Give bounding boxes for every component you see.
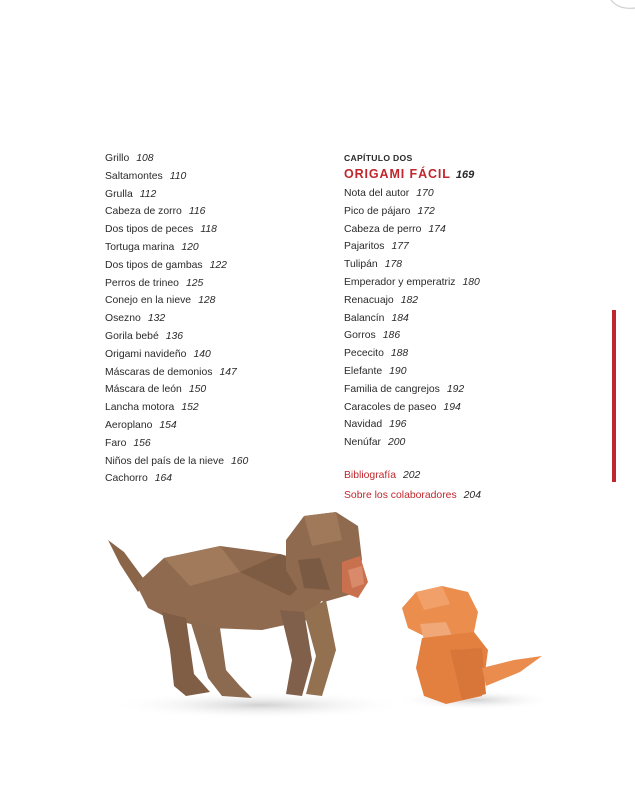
orange-origami-monkey xyxy=(402,586,542,704)
toc-entry[interactable]: Osezno 132 xyxy=(105,313,166,325)
toc-entry[interactable]: Conejo en la nieve 128 xyxy=(105,295,216,307)
toc-entry[interactable]: Elefante 190 xyxy=(344,365,407,377)
toc-entry[interactable]: Grulla 112 xyxy=(105,188,157,200)
toc-entry[interactable]: Aeroplano 154 xyxy=(105,419,177,431)
toc-entry[interactable]: Lancha motora 152 xyxy=(105,402,199,414)
toc-entry[interactable]: Emperador y emperatriz 180 xyxy=(344,276,480,288)
toc-left-column xyxy=(105,150,248,488)
toc-entry[interactable]: Pajaritos 177 xyxy=(344,241,409,253)
toc-entry[interactable]: Máscaras de demonios 147 xyxy=(105,366,237,378)
toc-entry[interactable]: Máscara de león 150 xyxy=(105,384,207,396)
toc-entry[interactable]: Caracoles de paseo 194 xyxy=(344,401,461,413)
toc-entry[interactable]: Perros de trineo 125 xyxy=(105,277,204,289)
toc-entry[interactable]: Nota del autor 170 xyxy=(344,188,434,199)
origami-monkeys-photo xyxy=(90,500,560,730)
toc-entry-bibliography[interactable]: Bibliografía 202 xyxy=(344,469,421,481)
toc-entry[interactable]: Dos tipos de peces 118 xyxy=(105,224,217,236)
page-corner-mark xyxy=(595,0,635,14)
toc-entry[interactable]: Renacuajo 182 xyxy=(344,294,419,306)
toc-entry[interactable]: Gorros 186 xyxy=(344,330,401,342)
toc-entry[interactable]: Pececito 188 xyxy=(344,348,409,360)
toc-entry[interactable]: Origami navideño 140 xyxy=(105,348,211,360)
toc-entry[interactable]: Pico de pájaro 172 xyxy=(344,205,435,217)
toc-entry[interactable]: Cabeza de zorro 116 xyxy=(105,206,206,218)
toc-right-column xyxy=(344,150,481,506)
chapter-tab-marker xyxy=(612,310,616,482)
toc-entry[interactable]: Cachorro 164 xyxy=(105,473,173,485)
toc-entry[interactable]: Dos tipos de gambas 122 xyxy=(105,259,227,271)
toc-entry[interactable]: Balancín 184 xyxy=(344,312,409,324)
toc-entry-contributors[interactable]: Sobre los colaboradores 204 xyxy=(344,489,481,501)
toc-entry[interactable]: Familia de cangrejos 192 xyxy=(344,383,465,395)
toc-entry[interactable]: Grillo 108 xyxy=(105,153,154,164)
toc-entry[interactable]: Faro 156 xyxy=(105,437,151,449)
toc-entry[interactable]: Tortuga marina 120 xyxy=(105,241,199,253)
toc-entry[interactable]: Cabeza de perro 174 xyxy=(344,223,446,235)
toc-entry[interactable]: Navidad 196 xyxy=(344,419,407,431)
toc-entry[interactable]: Gorila bebé 136 xyxy=(105,330,184,342)
brown-origami-monkey xyxy=(108,512,368,698)
chapter-page: 169 xyxy=(455,169,475,181)
toc-entry[interactable]: Saltamontes 110 xyxy=(105,170,187,182)
toc-entry[interactable]: Nenúfar 200 xyxy=(344,437,406,449)
chapter-label: CAPÍTULO DOS xyxy=(344,153,413,163)
chapter-title[interactable]: ORIGAMI FÁCIL 169 xyxy=(344,167,475,181)
toc-entry[interactable]: Niños del país de la nieve 160 xyxy=(105,455,249,467)
toc-entry[interactable]: Tulipán 178 xyxy=(344,259,403,271)
